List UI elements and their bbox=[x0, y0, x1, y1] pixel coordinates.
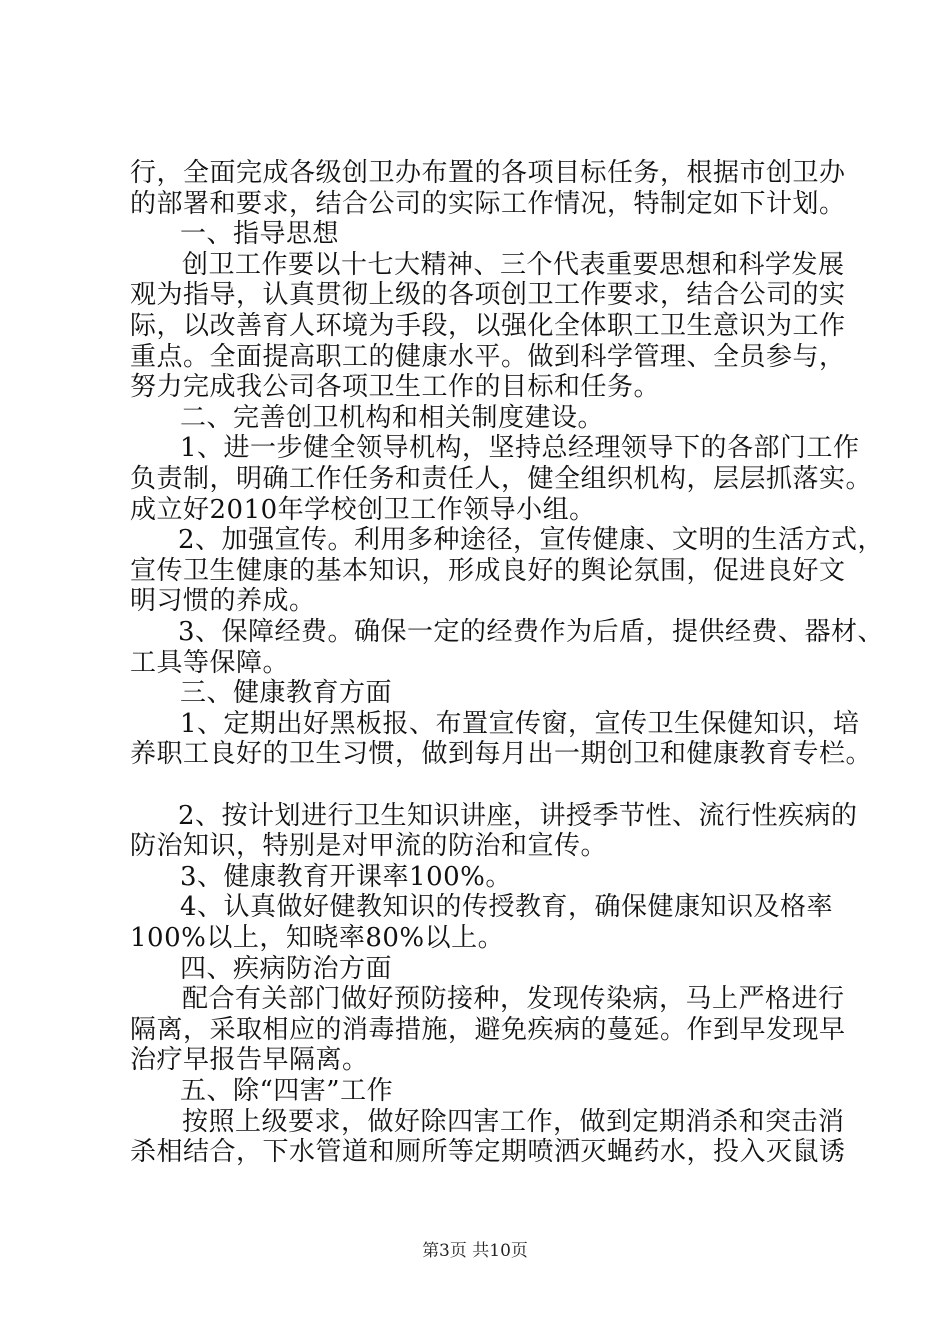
text-line: 际，以改善育人环境为手段，以强化全体职工卫生意识为工作 bbox=[130, 311, 846, 341]
section-heading: 二、完善创卫机构和相关制度建设。 bbox=[180, 403, 605, 433]
text-line: 杀相结合，下水管道和厕所等定期喷洒灭蝇药水，投入灭鼠诱 bbox=[130, 1137, 846, 1167]
text-line: 100%以上，知晓率80%以上。 bbox=[130, 923, 505, 953]
text-line: 防治知识，特别是对甲流的防治和宣传。 bbox=[130, 831, 608, 861]
text-line: 治疗早报告早隔离。 bbox=[130, 1045, 369, 1075]
text-line: 行，全面完成各级创卫办布置的各项目标任务，根据市创卫办 bbox=[130, 158, 846, 188]
text-line: 3、健康教育开课率100%。 bbox=[180, 862, 512, 892]
text-line: 努力完成我公司各项卫生工作的目标和任务。 bbox=[130, 372, 661, 402]
text-line: 4、认真做好健教知识的传授教育，确保健康知识及格率 bbox=[180, 892, 834, 922]
section-heading: 一、指导思想 bbox=[180, 219, 340, 249]
text-line: 1、进一步健全领导机构，坚持总经理领导下的各部门工作 bbox=[180, 433, 860, 463]
section-heading: 三、健康教育方面 bbox=[180, 678, 393, 708]
text-line: 重点。全面提高职工的健康水平。做到科学管理、全员参与， bbox=[130, 342, 846, 372]
text-line: 养职工良好的卫生习惯，做到每月出一期创卫和健康教育专栏。 bbox=[130, 739, 873, 769]
text-line: 3、保障经费。确保一定的经费作为后盾，提供经费、器材、 bbox=[178, 617, 885, 647]
text-line: 隔离，采取相应的消毒措施，避免疾病的蔓延。作到早发现早 bbox=[130, 1015, 846, 1045]
text-line: 工具等保障。 bbox=[130, 648, 290, 678]
text-line: 按照上级要求，做好除四害工作，做到定期消杀和突击消 bbox=[182, 1107, 845, 1137]
text-line: 2、按计划进行卫生知识讲座，讲授季节性、流行性疾病的 bbox=[178, 801, 858, 831]
text-line: 1、定期出好黑板报、布置宣传窗，宣传卫生保健知识，培 bbox=[180, 709, 860, 739]
text-line: 宣传卫生健康的基本知识，形成良好的舆论氛围，促进良好文 bbox=[130, 556, 846, 586]
section-heading: 五、除“四害”工作 bbox=[180, 1076, 394, 1106]
text-line: 负责制，明确工作任务和责任人，健全组织机构，层层抓落实。 bbox=[130, 464, 873, 494]
text-line: 成立好2010年学校创卫工作领导小组。 bbox=[130, 495, 596, 525]
page-number-footer: 第3页 共10页 bbox=[422, 1241, 528, 1261]
text-line: 配合有关部门做好预防接种，发现传染病，马上严格进行 bbox=[182, 984, 845, 1014]
section-heading: 四、疾病防治方面 bbox=[180, 954, 393, 984]
text-line: 的部署和要求，结合公司的实际工作情况，特制定如下计划。 bbox=[130, 189, 846, 219]
text-line: 观为指导，认真贯彻上级的各项创卫工作要求，结合公司的实 bbox=[130, 280, 846, 310]
text-line: 2、加强宣传。利用多种途径，宣传健康、文明的生活方式， bbox=[178, 525, 885, 555]
text-line: 创卫工作要以十七大精神、三个代表重要思想和科学发展 bbox=[182, 250, 845, 280]
text-line: 明习惯的养成。 bbox=[130, 586, 316, 616]
